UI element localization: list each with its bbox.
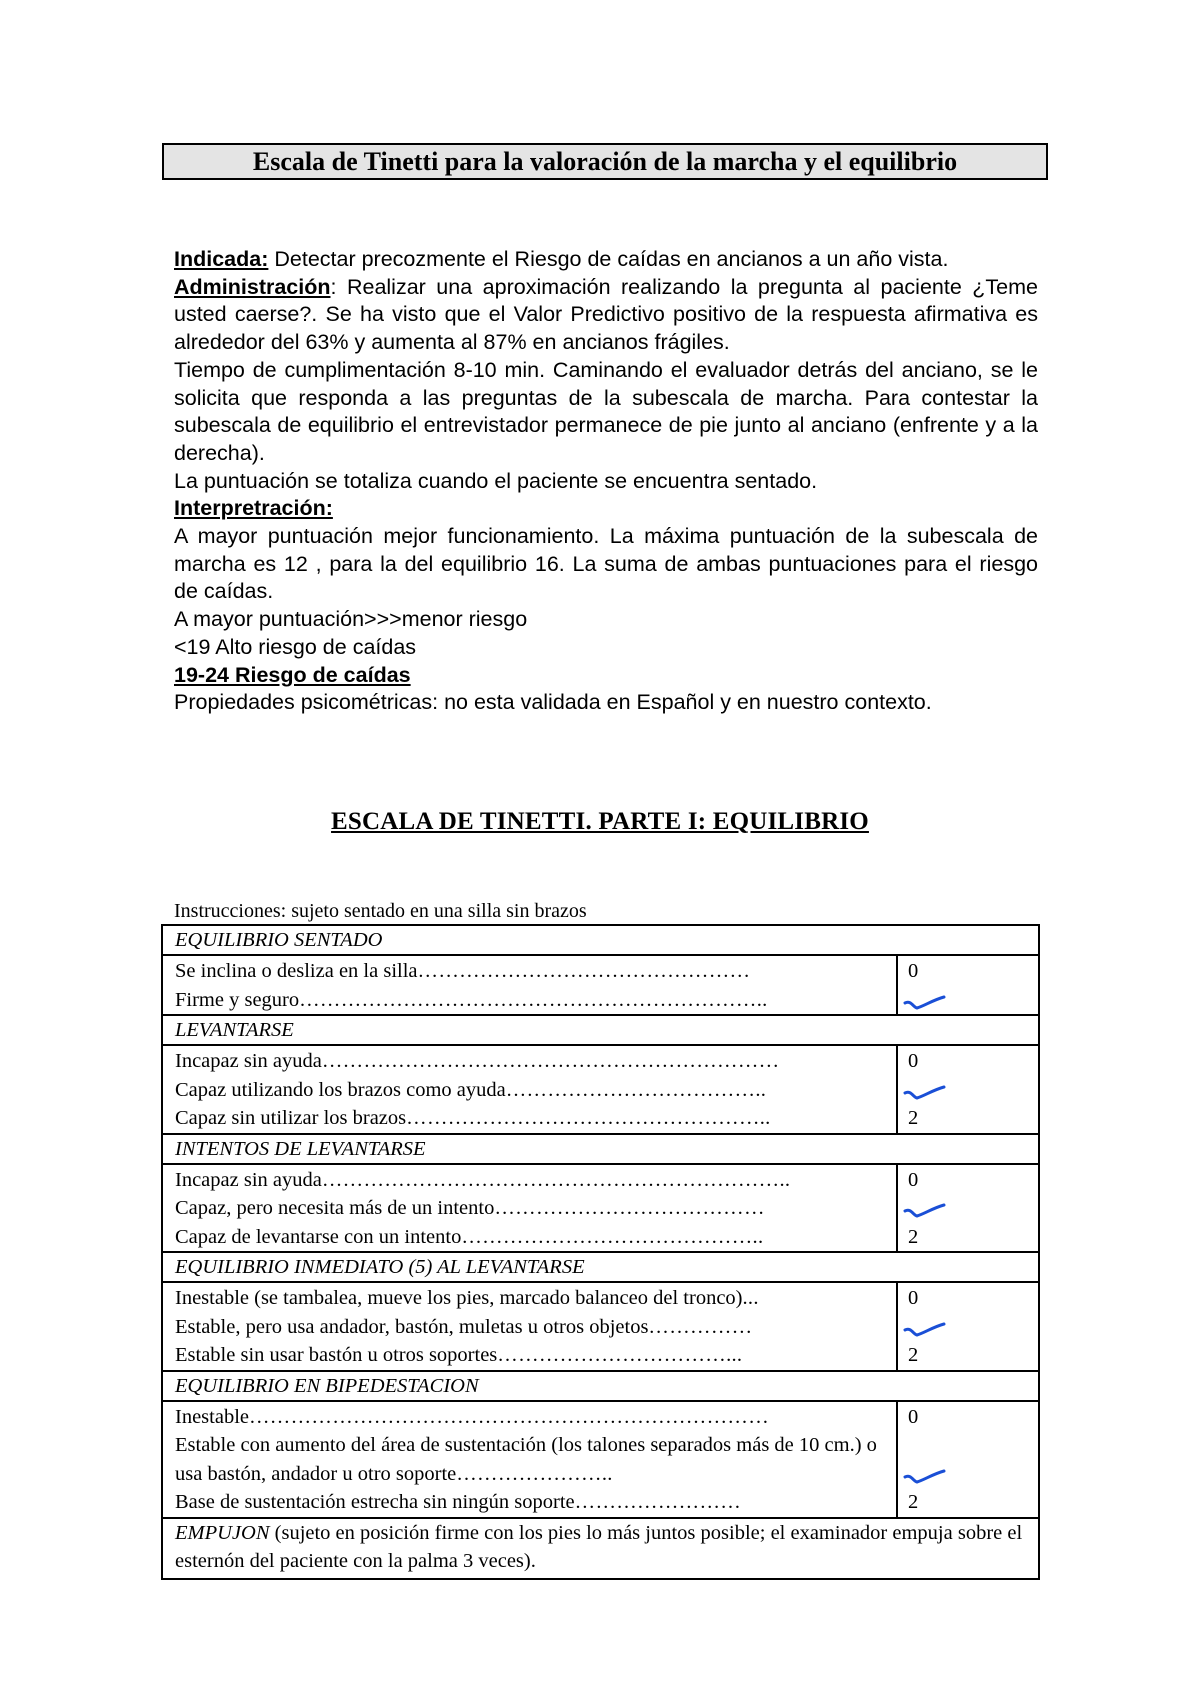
scale-items-row <box>162 1282 1039 1371</box>
scale-item <box>175 957 896 986</box>
scale-item-leader-dots: ………………………………………………………….. <box>321 1168 791 1191</box>
handwritten-check-icon <box>902 1462 948 1486</box>
scale-item-score <box>908 986 1038 1015</box>
scale-item-text: Capaz, pero necesita más de un intento <box>175 1197 495 1219</box>
scale-item-leader-dots: ………………………………… <box>494 1197 765 1219</box>
riesgo-label: 19-24 Riesgo de caídas <box>174 662 411 687</box>
scale-item-text: Incapaz sin ayuda <box>175 1168 322 1191</box>
indicada-label: Indicada: <box>174 247 269 271</box>
scale-items-cell <box>162 1282 897 1371</box>
scale-item-leader-dots: ………………………………………………………………… <box>249 1405 769 1428</box>
scale-item <box>175 1223 896 1252</box>
propiedades-paragraph: Propiedades psicométricas: no esta validada en Español y en nuestro contexto. <box>174 690 932 715</box>
tinetti-scale-table <box>161 924 1040 1580</box>
empujon-cell <box>162 1518 1039 1579</box>
scale-group-heading: LEVANTARSE <box>162 1015 1039 1045</box>
scale-item-score <box>908 1076 1038 1105</box>
mayor-paragraph: A mayor puntuación>>>menor riesgo <box>174 607 528 632</box>
scale-item <box>175 1166 896 1195</box>
scale-scores-cell <box>897 1045 1039 1134</box>
scale-item <box>175 1104 896 1133</box>
scale-items-cell <box>162 1164 897 1253</box>
scale-item-score <box>908 1284 1038 1313</box>
puntuacion-paragraph: La puntuación se totaliza cuando el paciente se encuentra sentado. <box>174 468 818 493</box>
scale-item <box>175 1284 896 1313</box>
empujon-row <box>162 1518 1039 1579</box>
empujon-text: (sujeto en posición firme con los pies lo más juntos posible; el examinador empuja sobre el esternón del paciente con la palma 3 veces). <box>175 1521 1023 1572</box>
empujon-label: EMPUJON <box>175 1521 270 1544</box>
document-title-text: Escala de Tinetti para la valoración de la marcha y el equilibrio <box>252 147 958 176</box>
score-value: 0 <box>908 960 919 982</box>
scale-item-score <box>908 1166 1038 1195</box>
scale-group-heading-row <box>162 1134 1039 1164</box>
scale-group-heading-row <box>162 1252 1039 1282</box>
scale-item <box>175 1403 896 1432</box>
scale-item-text: Estable sin usar bastón u otros soportes <box>175 1344 498 1366</box>
scale-item-leader-dots: …………………………………………….. <box>406 1107 771 1129</box>
scale-scores-cell <box>897 1401 1039 1518</box>
scale-item-text: Estable, pero usa andador, bastón, muletas u otros objetos <box>175 1315 649 1338</box>
scale-item-text: Incapaz sin ayuda <box>175 1050 322 1072</box>
scale-item-text: Capaz de levantarse con un intento <box>175 1225 462 1248</box>
scale-item-score <box>908 1341 1038 1370</box>
administracion-paragraph <box>174 274 1038 357</box>
scale-item-leader-dots: …………………………………….. <box>461 1225 764 1248</box>
scale-group-heading-row <box>162 925 1039 955</box>
scale-item-text: Se inclina o desliza en la silla <box>175 960 418 982</box>
scale-item <box>175 1488 896 1517</box>
scale-scores-cell <box>897 1164 1039 1253</box>
scale-item-score <box>908 1047 1038 1076</box>
scale-items-row <box>162 955 1039 1015</box>
scale-item-score <box>908 957 1038 986</box>
scale-item-score <box>908 1223 1038 1252</box>
scale-items-cell <box>162 1045 897 1134</box>
indicada-text: Detectar precozmente el Riesgo de caídas en ancianos a un año vista. <box>268 247 949 271</box>
administracion-text: : Realizar una aproximación realizando la pregunta al paciente ¿Teme usted caerse?. Se ha visto que el Valor Predictivo positivo de la respuesta afirmativa es alrededor del 63% y aumenta al 87% en ancianos frágiles. <box>174 274 1038 355</box>
score-value: 2 <box>908 1344 919 1366</box>
score-value: 0 <box>908 1168 919 1191</box>
document-title <box>162 143 1048 180</box>
section-title: ESCALA DE TINETTI. PARTE I: EQUILIBRIO <box>331 808 869 835</box>
score-value: 0 <box>908 1287 919 1309</box>
scale-items-cell <box>162 955 897 1015</box>
administracion-label: Administración <box>174 274 331 299</box>
scale-item-text: Capaz utilizando los brazos como ayuda <box>175 1078 506 1101</box>
scale-item <box>175 1431 896 1488</box>
scale-item-leader-dots: ………………………………………………………… <box>321 1050 780 1072</box>
scale-item-score <box>908 1460 1038 1489</box>
scale-scores-cell <box>897 955 1039 1015</box>
scale-item-leader-dots: ………………………………………………………….. <box>299 988 768 1011</box>
scale-item <box>175 986 896 1015</box>
scale-body <box>162 925 1039 1579</box>
scale-item <box>175 1313 896 1342</box>
interpretacion-paragraph: A mayor puntuación mejor funcionamiento. La máxima puntuación de la subescala de marcha es 12 , para la del equilibrio 16. La suma de ambas puntuaciones para el riesgo de caídas. <box>174 524 1038 604</box>
scale-item <box>175 1341 896 1370</box>
scale-item-leader-dots: …………………… <box>574 1491 742 1513</box>
scale-group-heading-row <box>162 1371 1039 1401</box>
instructions-text: Instrucciones: sujeto sentado en una silla sin brazos <box>174 900 587 922</box>
scale-item <box>175 1194 896 1223</box>
scale-item-score <box>908 1403 1038 1432</box>
scale-item-text: Inestable <box>175 1405 249 1428</box>
score-spacer <box>908 1431 1038 1460</box>
score-value: 2 <box>908 1107 919 1129</box>
handwritten-check-icon <box>902 1196 948 1220</box>
scale-items-row <box>162 1401 1039 1518</box>
scale-items-row <box>162 1164 1039 1253</box>
interpretacion-label: Interpretración: <box>174 496 333 521</box>
scale-group-heading-row <box>162 1015 1039 1045</box>
scale-item-leader-dots: ………………………………………… <box>417 960 751 982</box>
scale-item-leader-dots: …………… <box>648 1315 753 1338</box>
scale-item-text: Inestable (se tambalea, mueve los pies, marcado balanceo del tronco) <box>175 1287 743 1309</box>
indicada-paragraph <box>174 246 1038 274</box>
scale-item-text: Estable con aumento del área de sustentación (los talones separados más de 10 cm.) o usa bastón, andador u otro soporte <box>175 1434 877 1485</box>
scale-group-heading: EQUILIBRIO INMEDIATO (5) AL LEVANTARSE <box>162 1252 1039 1282</box>
scale-item-score <box>908 1488 1038 1517</box>
scale-group-heading: EQUILIBRIO EN BIPEDESTACION <box>162 1371 1039 1401</box>
scale-item-score <box>908 1194 1038 1223</box>
handwritten-check-icon <box>902 1315 948 1339</box>
scale-item-leader-dots: ... <box>742 1287 759 1309</box>
scale-item-leader-dots: ………………….. <box>456 1462 613 1485</box>
scale-item-score <box>908 1104 1038 1133</box>
alto-riesgo-paragraph: <19 Alto riesgo de caídas <box>174 634 417 659</box>
scale-item-leader-dots: ……………………………... <box>497 1344 743 1366</box>
score-value: 2 <box>908 1491 919 1513</box>
scale-item-score <box>908 1313 1038 1342</box>
scale-item-leader-dots: ……………………………….. <box>505 1078 767 1101</box>
scale-items-cell <box>162 1401 897 1518</box>
scale-item-text: Firme y seguro <box>175 988 300 1011</box>
scale-items-row <box>162 1045 1039 1134</box>
scale-group-heading: EQUILIBRIO SENTADO <box>162 925 1039 955</box>
scale-item <box>175 1047 896 1076</box>
scale-group-heading: INTENTOS DE LEVANTARSE <box>162 1134 1039 1164</box>
score-value: 0 <box>908 1405 919 1428</box>
handwritten-check-icon <box>902 988 948 1012</box>
score-value: 2 <box>908 1225 919 1248</box>
scale-scores-cell <box>897 1282 1039 1371</box>
intro-block <box>174 246 1038 717</box>
scale-item-text: Capaz sin utilizar los brazos <box>175 1107 407 1129</box>
score-value: 0 <box>908 1050 919 1072</box>
scale-item <box>175 1076 896 1105</box>
scale-item-text: Base de sustentación estrecha sin ningún soporte <box>175 1491 575 1513</box>
handwritten-check-icon <box>902 1078 948 1102</box>
tiempo-paragraph: Tiempo de cumplimentación 8-10 min. Caminando el evaluador detrás del anciano, se le solicita que responda a las preguntas de la subescala de marcha. Para contestar la subescala de equilibrio el entrevistador permanece de pie junto al anciano (enfrente y a la derecha). <box>174 357 1038 465</box>
